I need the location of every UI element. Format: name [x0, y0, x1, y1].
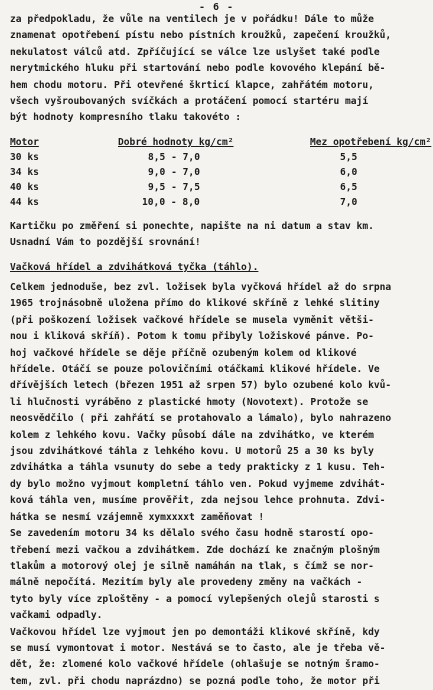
text-line: dy bylo možno vyjmout kompletní táhlo ven. Pokud vyjmeme zdvihát- [10, 478, 386, 490]
text-line: Se zavedením motoru 34 ks dělalo svého času hodně starostí opo- [10, 528, 374, 540]
header-good-values: Dobré hodnoty kg/cm² [118, 137, 234, 148]
text-line: zdvihátka a táhla vsunuty do sebe a tedy prakticky z 1 kusu. Teh- [10, 462, 386, 474]
page-number: - 6 - [198, 2, 235, 13]
cell-good: 9,0 - 7,0 [148, 167, 200, 178]
intro-paragraph [10, 12, 428, 127]
text-line: tyto byly více zploštěny - a pomocí vylepšených olejů starosti s [10, 593, 380, 605]
text-line: 1965 trojnásobně uložena přímo do klikové skříně z lehké slitiny [10, 298, 380, 310]
text-line: málně nepočítá. Mezitím byly ale provedeny změny na vačkách - [10, 577, 363, 589]
table-header [10, 135, 432, 150]
text-line: jsou zdvihátkové táhla z lehkého kovu. U motorů 25 a 30 ks byly [10, 446, 374, 458]
text-line: se musí vymontovat i motor. Nestává se to často, ale je třeba vě- [10, 642, 386, 654]
text-line: být hodnoty kompresního tlaku takovéto : [10, 112, 242, 124]
text-line: tem, zvl. při chodu naprázdno) se pozná podle toho, že motor při [10, 675, 380, 687]
text-line: dět, že: zlomené kolo vačkové hřídele (ohlašuje se notným šramo- [10, 659, 380, 671]
text-line: hoj vačkové hřídele se děje příčně ozubeným kolem od klikové [10, 347, 357, 359]
cell-good: 9,5 - 7,5 [148, 182, 200, 193]
text-line: ková táhla ven, musíme prověřit, zda nejsou lehce prohnuta. Zdvi- [10, 495, 386, 507]
text-line: Vačkovou hřídel lze vyjmout jen po demontáži klikové skříně, kdy [10, 626, 380, 638]
table-row [10, 150, 428, 165]
text-line: tlakům a motorový olej je silně namáhán na tlak, s čímž se nor- [10, 560, 374, 572]
text-line: znamenat opotřebení pístu nebo pístních kroužků, zapečení kroužků, [10, 30, 392, 42]
cell-limit: 6,5 [340, 182, 358, 193]
text-line: nou i kliková skříň). Potom k tomu přibyly ložiskové pánve. Po- [10, 331, 374, 343]
text-line: Celkem jednoduše, bez zvl. ložisek byla vyčková hřídel až do srpna [10, 282, 392, 293]
cell-motor: 40 ks [10, 182, 39, 193]
text-line: hátka se nesmí vzájemně xymxxxxt zaměňovat ! [10, 511, 265, 523]
text-line: vačkami odpadly. [10, 610, 103, 622]
cell-motor: 34 ks [10, 167, 39, 178]
cell-good: 8,5 - 7,0 [148, 152, 200, 163]
text-line: nerytmického hluku při startování nebo podle kovového klepání bě- [10, 63, 386, 75]
header-wear-limit: Mez opotřebení kg/cm² [310, 137, 432, 148]
text-line: všech vyšroubovaných svíčkách a protáčení pomocí startéru mají [10, 96, 369, 108]
cell-limit: 7,0 [340, 197, 358, 208]
cell-motor: 44 ks [10, 197, 39, 208]
text-line: nekulatost válců atd. Zpříčující se válce lze uslyšet také podle [10, 46, 380, 58]
table-row [10, 165, 428, 180]
compression-table [10, 135, 432, 210]
text-line: hřídele. Otáčí se pouze polovičními otáčkami klikové hřídele. Ve [10, 364, 380, 376]
card-note-paragraph [10, 219, 428, 252]
section-heading: Vačková hřídel a zdvihátková tyčka (táhlo). [10, 262, 259, 273]
text-line: Kartičku po změření si ponechte, napište na ni datum a stav km. [10, 221, 374, 232]
text-line: hem chodu motoru. Při otevřené škrticí klapce, zahřátém motoru, [10, 79, 374, 91]
body-paragraph [10, 280, 428, 690]
cell-limit: 5,5 [340, 152, 358, 163]
text-line: dřívějších letech (březen 1951 až srpen 57) bylo ozubené kolo kvů- [10, 380, 392, 392]
table-row [10, 180, 428, 195]
text-line: li hlučnosti vyráběno z plastické hmoty (Novotext). Protože se [10, 396, 369, 408]
table-row [10, 195, 428, 210]
text-line: za předpokladu, že vůle na ventilech je v pořádku! Dále to může [10, 14, 374, 25]
cell-limit: 6,0 [340, 167, 358, 178]
text-line: třebení mezi vačkou a zdvihátkem. Zde dochází ke značným plošným [10, 544, 380, 556]
text-line: Usnadní Vám to pozdější srovnání! [10, 237, 201, 249]
text-line: neosvědčilo ( při zahřátí se protahovalo a lámalo), bylo nahrazeno [10, 413, 392, 425]
text-line: kolem z lehkého kovu. Vačky působí dále na zdvihátko, ve kterém [10, 429, 374, 441]
cell-motor: 30 ks [10, 152, 39, 163]
cell-good: 10,0 - 8,0 [142, 197, 200, 208]
header-motor: Motor [10, 137, 39, 148]
text-line: (při poškození ložisek vačkové hřídele se musela vyměnit větši- [10, 314, 374, 326]
